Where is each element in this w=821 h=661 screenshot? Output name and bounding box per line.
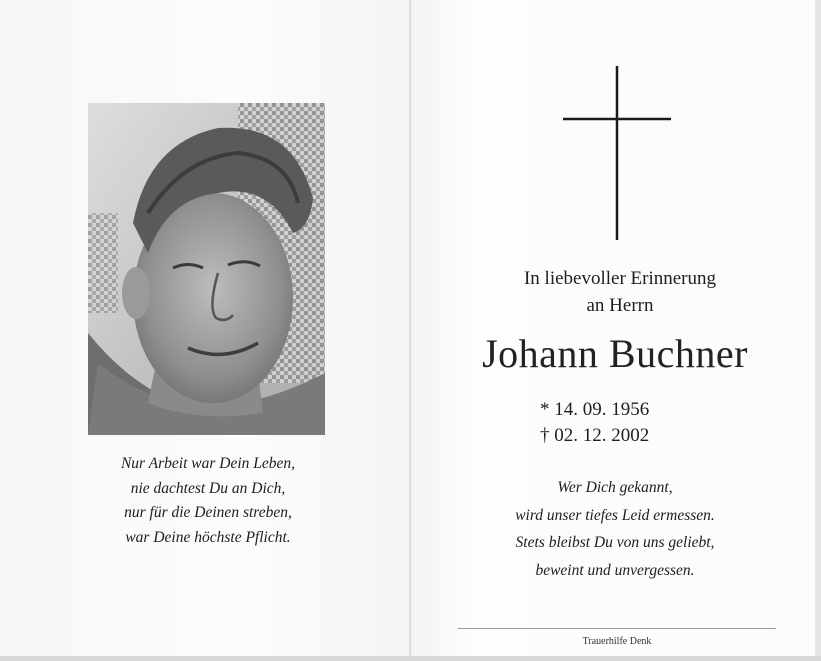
- publisher-footer: Trauerhilfe Denk: [582, 636, 652, 647]
- left-verse-line: nur für die Deinen streben,: [124, 504, 292, 521]
- portrait-photo: [88, 103, 325, 435]
- portrait-image: [88, 103, 325, 435]
- page-fold: [409, 0, 411, 661]
- intro-line: In liebevoller Erinnerung: [523, 268, 717, 289]
- memorial-intro: [470, 265, 770, 319]
- left-verse: [58, 452, 358, 550]
- right-verse-line: beweint und unvergessen.: [535, 561, 695, 579]
- left-verse-line: nie dachtest Du an Dich,: [130, 479, 286, 497]
- death-date: † 02. 12. 2002: [540, 425, 650, 446]
- left-verse-line: Nur Arbeit war Dein Leben,: [120, 455, 296, 472]
- left-page: [0, 0, 410, 661]
- right-verse: [460, 474, 770, 584]
- card-right-edge: [815, 0, 821, 661]
- card-bottom-edge: [0, 656, 821, 661]
- birth-date: * 14. 09. 1956: [540, 399, 650, 420]
- cross-icon: [563, 66, 671, 240]
- right-verse-line: wird unser tiefes Leid ermessen.: [515, 506, 715, 524]
- intro-line: an Herrn: [586, 295, 654, 316]
- right-verse-line: Stets bleibst Du von uns geliebt,: [515, 534, 715, 551]
- life-dates: [540, 397, 690, 449]
- deceased-name: Johann Buchner: [482, 331, 748, 376]
- right-verse-line: Wer Dich gekannt,: [557, 479, 673, 496]
- footer-divider: [458, 628, 776, 629]
- left-verse-line: war Deine höchste Pflicht.: [125, 528, 291, 546]
